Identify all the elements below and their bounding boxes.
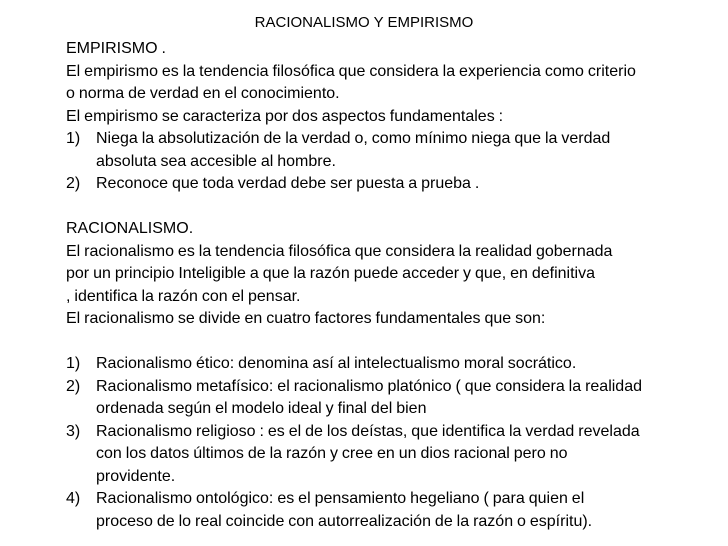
empirismo-list-item bbox=[66, 173, 706, 196]
racionalismo-list-item bbox=[66, 376, 706, 421]
list-item-number: 1) bbox=[66, 130, 81, 147]
racionalismo-list-item bbox=[66, 488, 706, 533]
list-item-text: providente. bbox=[96, 467, 176, 485]
racionalismo-paragraph-line: , identifica la razón con el pensar. bbox=[66, 287, 301, 305]
blank-line bbox=[66, 331, 706, 354]
list-item-number: 1) bbox=[66, 355, 81, 372]
list-item-number: 3) bbox=[66, 422, 81, 440]
list-item-number: 4) bbox=[66, 490, 81, 507]
racionalismo-paragraph-line: El racionalismo se divide en cuatro factores fundamentales que son: bbox=[66, 310, 546, 327]
slide-body bbox=[66, 38, 706, 533]
racionalismo-paragraph-line: El racionalismo es la tendencia filosófica que considera la realidad gobernada bbox=[66, 242, 613, 260]
list-item-text: Niega la absolutización de la verdad o, como mínimo niega que la verdad bbox=[96, 130, 611, 147]
racionalismo-heading: RACIONALISMO. bbox=[66, 220, 194, 237]
list-item-text: Racionalismo metafísico: el racionalismo platónico ( que considera la realidad bbox=[96, 377, 642, 395]
empirismo-list-item bbox=[66, 128, 706, 173]
list-item-text: con los datos últimos de la razón y cree en un dios racional pero no bbox=[96, 445, 568, 462]
list-item-text: ordenada según el modelo ideal y final del bien bbox=[96, 400, 427, 417]
empirismo-heading: EMPIRISMO . bbox=[66, 40, 166, 57]
list-item-number: 2) bbox=[66, 175, 81, 192]
list-item-number: 2) bbox=[66, 377, 81, 395]
slide-title: RACIONALISMO Y EMPIRISMO bbox=[254, 14, 474, 31]
list-item-text: Racionalismo ontológico: es el pensamiento hegeliano ( para quien el bbox=[96, 490, 585, 507]
racionalismo-list-item bbox=[66, 353, 706, 376]
list-item-text: Racionalismo ético: denomina así al intelectualismo moral socrático. bbox=[96, 355, 577, 372]
racionalismo-list-item bbox=[66, 421, 706, 489]
blank-line bbox=[66, 196, 706, 219]
empirismo-paragraph-line: El empirismo se caracteriza por dos aspectos fundamentales : bbox=[66, 107, 504, 125]
list-item-text: absoluta sea accesible al hombre. bbox=[96, 152, 336, 170]
list-item-text: Reconoce que toda verdad debe ser puesta a prueba . bbox=[96, 175, 480, 192]
list-item-text: Racionalismo religioso : es el de los deístas, que identifica la verdad revelada bbox=[96, 422, 640, 440]
racionalismo-paragraph-line: por un principio Inteligible a que la razón puede acceder y que, en definitiva bbox=[66, 265, 595, 282]
empirismo-paragraph-line: El empirismo es la tendencia filosófica que considera la experiencia como criterio bbox=[66, 62, 636, 80]
empirismo-paragraph-line: o norma de verdad en el conocimiento. bbox=[66, 85, 340, 102]
list-item-text: proceso de lo real coincide con autorrealización de la razón o espíritu). bbox=[96, 512, 593, 530]
